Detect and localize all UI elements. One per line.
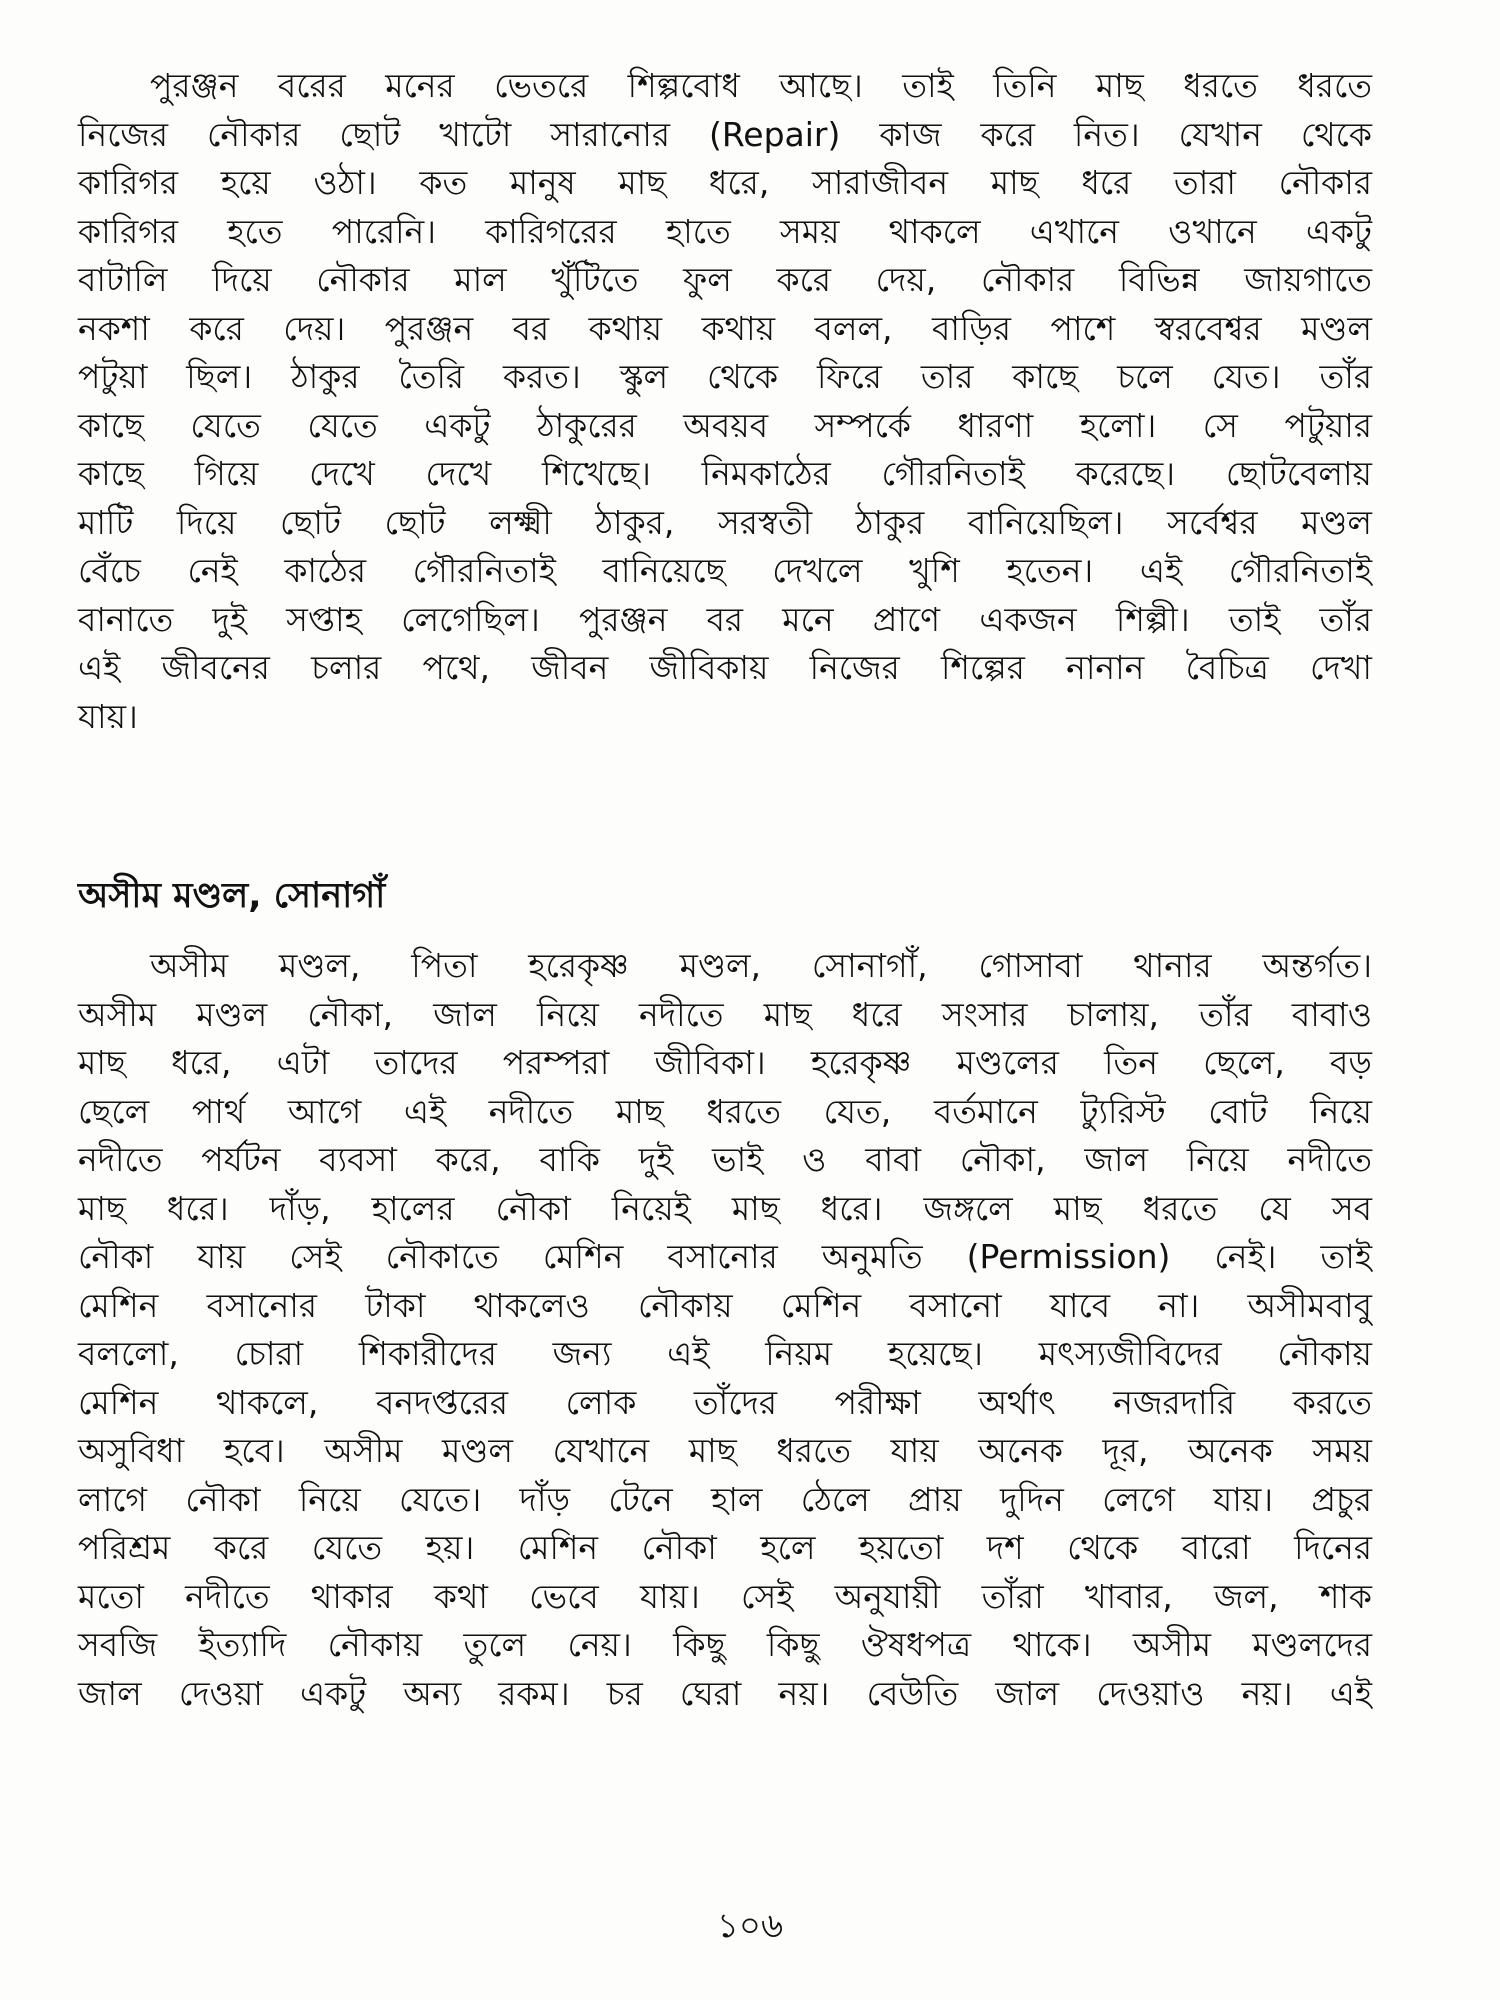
paragraph-asim-mondal [78, 942, 1372, 1718]
text-line: বললো, চোরা শিকারীদের জন্য এই নিয়ম হয়েছে। মৎস্যজীবিদের নৌকায় [78, 1334, 1372, 1373]
text-line: মেশিন বসানোর টাকা থাকলেও নৌকায় মেশিন বসানো যাবে না। অসীমবাবু [78, 1285, 1372, 1325]
text-line: পুরঞ্জন বরের মনের ভেতরে শিল্পবোধ আছে। তাই তিনি মাছ ধরতে ধরতে [150, 66, 1372, 105]
page-number: ১০৬ [716, 1906, 784, 1946]
text-line: বানাতে দুই সপ্তাহ লেগেছিল। পুরঞ্জন বর মনে প্রাণে একজন শিল্পী। তাই তাঁর [78, 599, 1372, 639]
text-line: কারিগর হয়ে ওঠা। কত মানুষ মাছ ধরে, সারাজীবন মাছ ধরে তারা নৌকার [78, 163, 1372, 202]
text-line: সবজি ইত্যাদি নৌকায় তুলে নেয়। কিছু কিছু ঔষধপত্র থাকে। অসীম মণ্ডলদের [78, 1625, 1372, 1664]
section-heading: অসীম মণ্ডল, সোনাগাঁ [78, 876, 386, 916]
text-line: বাটালি দিয়ে নৌকার মাল খুঁটিতে ফুল করে দেয়, নৌকার বিভিন্ন জায়গাতে [78, 260, 1372, 299]
text-line: পরিশ্রম করে যেতে হয়। মেশিন নৌকা হলে হয়তো দশ থেকে বারো দিনের [78, 1528, 1372, 1567]
text-line: মতো নদীতে থাকার কথা ভেবে যায়। সেই অনুযায়ী তাঁরা খাবার, জল, শাক [78, 1576, 1372, 1616]
text-line: অসীম মণ্ডল, পিতা হরেকৃষ্ণ মণ্ডল, সোনাগাঁ, গোসাবা থানার অন্তর্গত। [150, 946, 1372, 985]
text-line: মেশিন থাকলে, বনদপ্তরের লোক তাঁদের পরীক্ষা অর্থাৎ নজরদারি করতে [78, 1382, 1372, 1422]
text-line: কাছে যেতে যেতে একটু ঠাকুরের অবয়ব সম্পর্কে ধারণা হলো। সে পটুয়ার [78, 405, 1372, 445]
text-line: অসীম মণ্ডল নৌকা, জাল নিয়ে নদীতে মাছ ধরে সংসার চালায়, তাঁর বাবাও [78, 994, 1372, 1034]
text-line: নকশা করে দেয়। পুরঞ্জন বর কথায় কথায় বলল, বাড়ির পাশে স্বরবেশ্বর মণ্ডল [78, 308, 1372, 348]
text-line: লাগে নৌকা নিয়ে যেতে। দাঁড় টেনে হাল ঠেলে প্রায় দুদিন লেগে যায়। প্রচুর [78, 1479, 1372, 1519]
text-line: বেঁচে নেই কাঠের গৌরনিতাই বানিয়েছে দেখলে খুশি হতেন। এই গৌরনিতাই [78, 551, 1372, 590]
text-line: মাটি দিয়ে ছোট ছোট লক্ষ্মী ঠাকুর, সরস্বতী ঠাকুর বানিয়েছিল। সর্বেশ্বর মণ্ডল [78, 502, 1372, 542]
text-line: কাছে গিয়ে দেখে দেখে শিখেছে। নিমকাঠের গৌরনিতাই করেছে। ছোটবেলায় [78, 454, 1372, 493]
text-line: এই জীবনের চলার পথে, জীবন জীবিকায় নিজের শিল্পের নানান বৈচিত্র দেখা [78, 648, 1372, 687]
text-line: জাল দেওয়া একটু অন্য রকম। চর ঘেরা নয়। বেউতি জাল দেওয়াও নয়। এই [78, 1673, 1372, 1713]
text-line: নদীতে পর্যটন ব্যবসা করে, বাকি দুই ভাই ও বাবা নৌকা, জাল নিয়ে নদীতে [78, 1140, 1372, 1179]
text-line: মাছ ধরে, এটা তাদের পরম্পরা জীবিকা। হরেকৃষ্ণ মণ্ডলের তিন ছেলে, বড় [78, 1043, 1372, 1082]
text-line: নিজের নৌকার ছোট খাটো সারানোর (Repair) কাজ করে নিত। যেখান থেকে [78, 114, 1372, 154]
text-line: কারিগর হতে পারেনি। কারিগরের হাতে সময় থাকলে এখানে ওখানে একটু [78, 211, 1372, 251]
text-line: পটুয়া ছিল। ঠাকুর তৈরি করত। স্কুল থেকে ফিরে তার কাছে চলে যেত। তাঁর [78, 357, 1372, 396]
text-line: নৌকা যায় সেই নৌকাতে মেশিন বসানোর অনুমতি (Permission) নেই। তাই [78, 1237, 1372, 1276]
text-line: মাছ ধরে। দাঁড়, হালের নৌকা নিয়েই মাছ ধরে। জঙ্গলে মাছ ধরতে যে সব [78, 1188, 1372, 1228]
text-line: অসুবিধা হবে। অসীম মণ্ডল যেখানে মাছ ধরতে যায় অনেক দূর, অনেক সময় [78, 1431, 1372, 1470]
paragraph-puranjan-bar [78, 62, 1372, 741]
text-line: যায়। [78, 696, 138, 736]
text-line: ছেলে পার্থ আগে এই নদীতে মাছ ধরতে যেত, বর্তমানে ট্যুরিস্ট বোট নিয়ে [78, 1091, 1372, 1131]
